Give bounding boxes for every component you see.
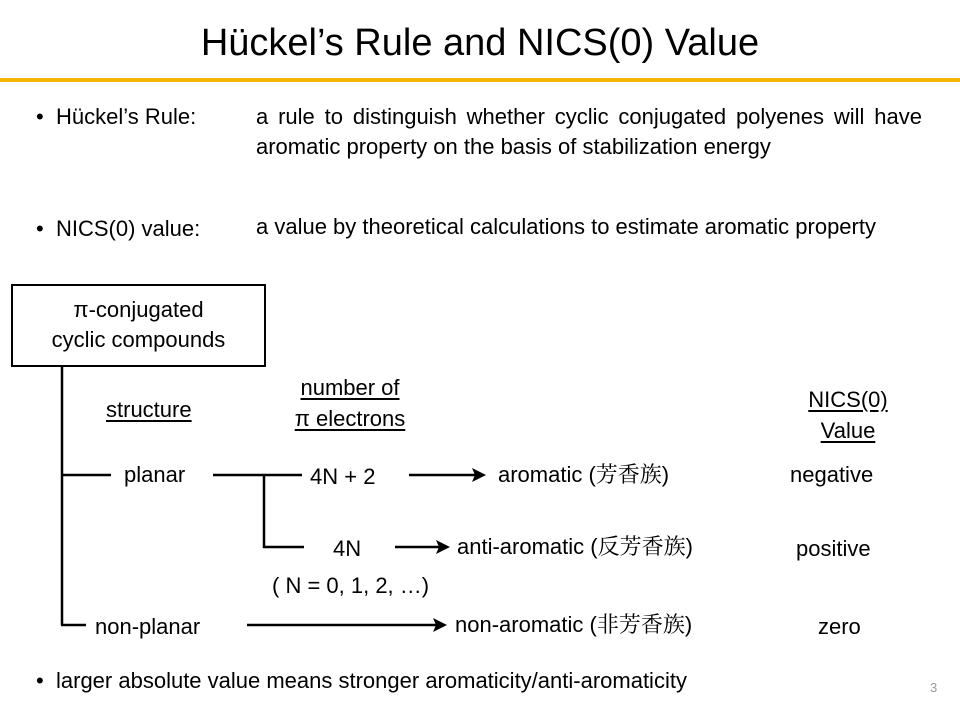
page-number: 3: [930, 680, 938, 695]
bullet-dot: •: [36, 216, 44, 241]
n-values-note: ( N = 0, 1, 2, …): [272, 573, 430, 598]
electrons-4n: 4N: [333, 536, 362, 561]
anti-aromatic-label: anti-aromatic (反芳香族): [457, 534, 693, 559]
aromatic-label: aromatic (芳香族): [498, 462, 670, 487]
page-title: Hückel’s Rule and NICS(0) Value: [200, 22, 760, 64]
absolute-value-note: larger absolute value means stronger aromaticity/anti-aromaticity: [56, 668, 687, 693]
root-label-line1: π-conjugated: [73, 297, 204, 322]
structure-header: structure: [106, 397, 192, 422]
electrons-header-line1: number of: [300, 375, 400, 400]
electrons-4n-plus-2: 4N + 2: [310, 464, 376, 489]
electrons-header-line2: π electrons: [294, 406, 406, 431]
bullet-dot: •: [36, 104, 44, 129]
root-label-line2: cyclic compounds: [51, 327, 226, 352]
nics-negative: negative: [790, 462, 874, 487]
nics-zero: zero: [818, 614, 861, 639]
non-aromatic-label: non-aromatic (非芳香族): [455, 612, 693, 637]
nics-header-line2: Value: [820, 418, 876, 443]
hueckel-rule-label: Hückel’s Rule:: [56, 104, 197, 129]
hueckel-rule-definition: a rule to distinguish whether cyclic conjugated polyenes will have aromatic property on the basis of stabilization energy: [256, 104, 922, 159]
nics-positive: positive: [796, 536, 871, 561]
planar-label: planar: [124, 462, 186, 487]
nics-value-definition: a value by theoretical calculations to estimate aromatic property: [256, 214, 876, 239]
non-planar-label: non-planar: [95, 614, 201, 639]
bullet-dot: •: [36, 668, 44, 693]
nics-header-line1: NICS(0): [808, 387, 888, 412]
nics-value-label: NICS(0) value:: [56, 216, 201, 241]
